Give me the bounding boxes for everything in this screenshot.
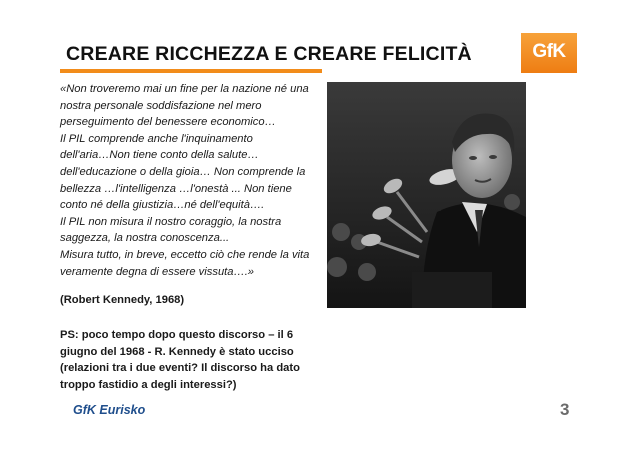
ps-line: PS: poco tempo dopo questo discorso – il 6 — [60, 329, 294, 341]
quote-line: veramente degna di essere vissuta….» — [60, 265, 255, 278]
ps-line: troppo fastidio a degli interessi?) — [60, 378, 237, 391]
kennedy-quote — [60, 81, 322, 280]
quote-line: saggezza, la nostra conoscenza... — [60, 232, 230, 245]
title-accent-rule — [60, 69, 322, 73]
quote-author: (Robert Kennedy, 1968) — [60, 294, 185, 306]
quote-line: Il PIL comprende anche l'inquinamento — [60, 132, 253, 145]
slide-title: CREARE RICCHEZZA E CREARE FELICITÀ — [66, 43, 472, 65]
postscript — [60, 327, 300, 393]
quote-line: dell'educazione o della gioia… Non comprende la — [60, 165, 306, 178]
quote-line: perseguimento del benessere economico… — [60, 116, 276, 129]
speaker-photo — [327, 82, 526, 308]
footer-brand: GfK Eurisko — [73, 403, 146, 417]
ps-line: giugno del 1968 - R. Kennedy è stato ucciso — [60, 345, 294, 358]
quote-line: nostra personale soddisfazione nel mero — [60, 99, 262, 112]
gfk-logo — [521, 33, 577, 73]
ps-line: (relazioni tra i due eventi? Il discorso ha dato — [60, 362, 300, 375]
quote-line: conto né della giustizia…né dell'equità…. — [60, 199, 265, 212]
quote-line: «Non troveremo mai un fine per la nazione né una — [60, 83, 309, 95]
quote-line: dell'aria…Non tiene conto della salute… — [60, 149, 259, 162]
logo-text: GfK — [532, 41, 566, 62]
quote-line: Il PIL non misura il nostro coraggio, la nostra — [60, 215, 282, 228]
page-number: 3 — [560, 400, 570, 419]
quote-line: bellezza …l'intelligenza …l'onestà ... Non tiene — [60, 182, 292, 195]
quote-line: Misura tutto, in breve, eccetto ciò che rende la vita — [60, 248, 310, 261]
